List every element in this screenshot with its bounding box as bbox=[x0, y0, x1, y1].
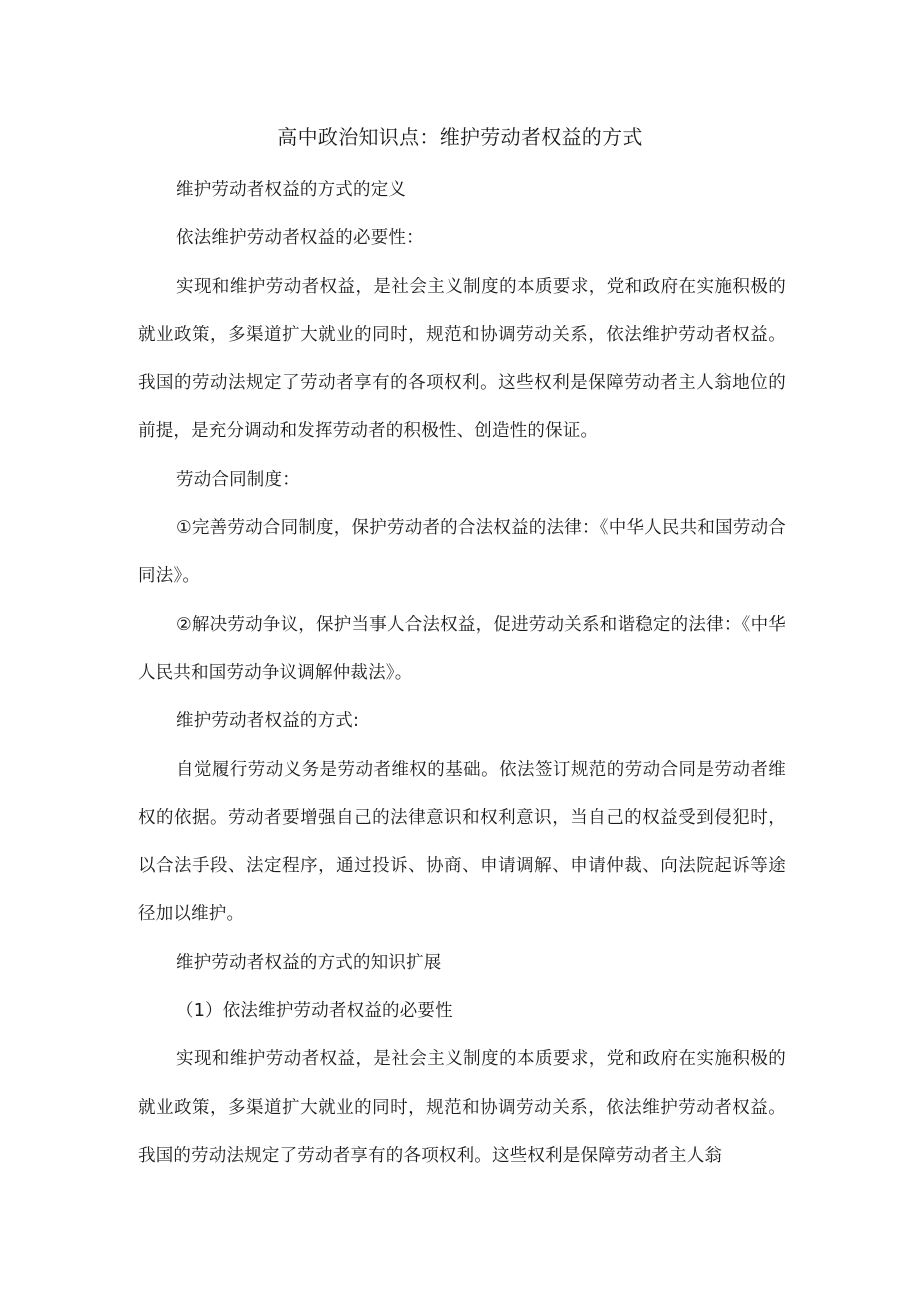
paragraph-extension-subheading: （1）依法维护劳动者权益的必要性 bbox=[176, 1001, 453, 1022]
paragraph-extension-heading: 维护劳动者权益的方式的知识扩展 bbox=[176, 952, 442, 973]
paragraph-methods-heading: 维护劳动者权益的方式: bbox=[176, 711, 360, 732]
paragraph-extension-body: 实现和维护劳动者权益，是社会主义制度的本质要求，党和政府在实施积极的就业政策，多渠道扩大就业的同时，规范和协调劳动关系，依法维护劳动者权益。我国的劳动法规定了劳动者享有的各项权利。这些权利是保障劳动者主人翁 bbox=[138, 1049, 786, 1166]
paragraph-necessity-body: 实现和维护劳动者权益，是社会主义制度的本质要求，党和政府在实施积极的就业政策，多渠道扩大就业的同时，规范和协调劳动关系，依法维护劳动者权益。我国的劳动法规定了劳动者享有的各项权利。这些权利是保障劳动者主人翁地位的前提，是充分调动和发挥劳动者的积极性、创造性的保证。 bbox=[138, 276, 786, 442]
paragraph-necessity-heading: 依法维护劳动者权益的必要性： bbox=[176, 228, 424, 249]
paragraph-dispute-law: ②解决劳动争议，保护当事人合法权益，促进劳动关系和谐稳定的法律：《中华人民共和国劳动争议调解仲裁法》。 bbox=[138, 614, 786, 683]
document-body bbox=[138, 166, 786, 1180]
paragraph-contract-heading: 劳动合同制度： bbox=[176, 469, 300, 490]
paragraph-methods-body: 自觉履行劳动义务是劳动者维权的基础。依法签订规范的劳动合同是劳动者维权的依据。劳动者要增强自己的法律意识和权利意识，当自己的权益受到侵犯时，以合法手段、法定程序，通过投诉、协商、申请调解、申请仲裁、向法院起诉等途径加以维护。 bbox=[138, 759, 786, 925]
document-title: 高中政治知识点：维护劳动者权益的方式 bbox=[277, 125, 643, 149]
paragraph-definition-heading: 维护劳动者权益的方式的定义 bbox=[176, 180, 407, 200]
paragraph-contract-law: ①完善劳动合同制度，保护劳动者的合法权益的法律：《中华人民共和国劳动合同法》。 bbox=[138, 518, 786, 587]
